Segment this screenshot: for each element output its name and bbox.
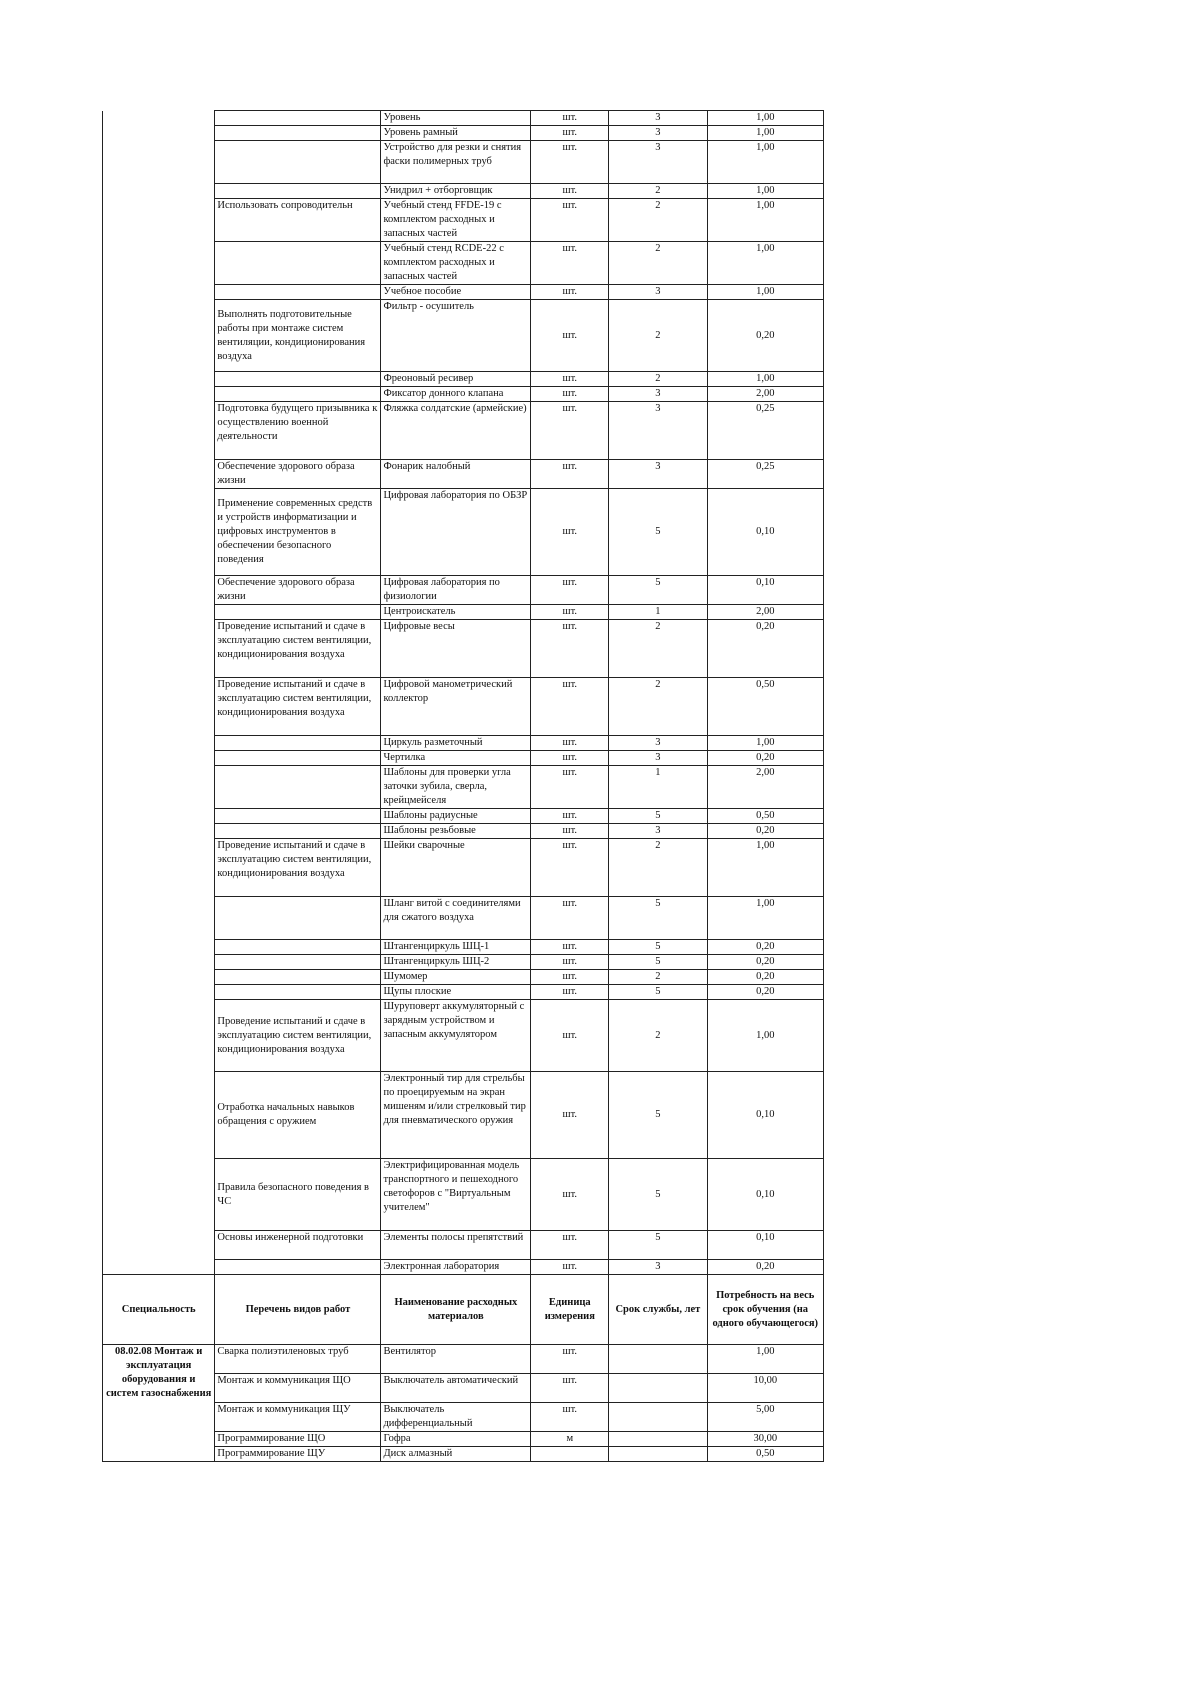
material-cell: Чертилка bbox=[381, 751, 531, 766]
material-cell: Учебный стенд RCDE-22 с комплектом расходных и запасных частей bbox=[381, 242, 531, 285]
unit-cell: шт. bbox=[531, 839, 609, 897]
header-life: Срок службы, лет bbox=[609, 1275, 707, 1345]
table-row bbox=[103, 111, 824, 126]
need-cell: 0,10 bbox=[707, 1159, 824, 1231]
header-materials: Наименование расходных материалов bbox=[381, 1275, 531, 1345]
work-cell bbox=[215, 126, 381, 141]
header-need: Потребность на весь срок обучения (на одного обучающегося) bbox=[707, 1275, 824, 1345]
work-cell bbox=[215, 141, 381, 184]
work-cell bbox=[215, 897, 381, 940]
need-cell: 2,00 bbox=[707, 387, 824, 402]
work-cell: Выполнять подготовительные работы при монтаже систем вентиляции, кондиционирования воздуха bbox=[215, 300, 381, 372]
need-cell: 0,25 bbox=[707, 402, 824, 460]
life-cell: 3 bbox=[609, 402, 707, 460]
need-cell: 1,00 bbox=[707, 839, 824, 897]
life-cell: 2 bbox=[609, 678, 707, 736]
work-cell: Программирование ЩО bbox=[215, 1432, 381, 1447]
material-cell: Штангенциркуль ШЦ-2 bbox=[381, 955, 531, 970]
material-cell: Электрифицированная модель транспортного и пешеходного светофоров с "Виртуальным учителем" bbox=[381, 1159, 531, 1231]
material-cell: Циркуль разметочный bbox=[381, 736, 531, 751]
need-cell: 0,20 bbox=[707, 751, 824, 766]
life-cell: 3 bbox=[609, 285, 707, 300]
life-cell: 5 bbox=[609, 940, 707, 955]
need-cell: 0,50 bbox=[707, 678, 824, 736]
work-cell: Сварка полиэтиленовых труб bbox=[215, 1345, 381, 1374]
life-cell: 2 bbox=[609, 242, 707, 285]
material-cell: Фиксатор донного клапана bbox=[381, 387, 531, 402]
unit-cell: шт. bbox=[531, 824, 609, 839]
need-cell: 0,10 bbox=[707, 576, 824, 605]
need-cell: 1,00 bbox=[707, 897, 824, 940]
life-cell: 3 bbox=[609, 1260, 707, 1275]
need-cell: 1,00 bbox=[707, 372, 824, 387]
unit-cell: шт. bbox=[531, 1159, 609, 1231]
unit-cell: шт. bbox=[531, 809, 609, 824]
life-cell: 5 bbox=[609, 1072, 707, 1159]
work-cell bbox=[215, 970, 381, 985]
material-cell: Цифровой манометрический коллектор bbox=[381, 678, 531, 736]
life-cell: 3 bbox=[609, 111, 707, 126]
life-cell: 2 bbox=[609, 620, 707, 678]
work-cell: Отработка начальных навыков обращения с оружием bbox=[215, 1072, 381, 1159]
need-cell: 0,25 bbox=[707, 460, 824, 489]
unit-cell: шт. bbox=[531, 1345, 609, 1374]
life-cell: 3 bbox=[609, 387, 707, 402]
life-cell: 5 bbox=[609, 489, 707, 576]
material-cell: Уровень bbox=[381, 111, 531, 126]
unit-cell: шт. bbox=[531, 736, 609, 751]
table-row bbox=[103, 1345, 824, 1374]
life-cell: 5 bbox=[609, 809, 707, 824]
unit-cell: шт. bbox=[531, 372, 609, 387]
life-cell: 2 bbox=[609, 199, 707, 242]
need-cell: 0,20 bbox=[707, 620, 824, 678]
life-cell bbox=[609, 1447, 707, 1462]
material-cell: Шумомер bbox=[381, 970, 531, 985]
work-cell bbox=[215, 985, 381, 1000]
need-cell: 0,20 bbox=[707, 1260, 824, 1275]
specialty-cell: 08.02.08 Монтаж и эксплуатация оборудования и систем газоснабжения bbox=[103, 1345, 215, 1462]
material-cell: Шаблоны для проверки угла заточки зубила, сверла, крейцмейселя bbox=[381, 766, 531, 809]
material-cell: Учебный стенд FFDE-19 с комплектом расходных и запасных частей bbox=[381, 199, 531, 242]
header-row bbox=[103, 1275, 824, 1345]
work-cell bbox=[215, 184, 381, 199]
material-cell: Вентилятор bbox=[381, 1345, 531, 1374]
unit-cell: шт. bbox=[531, 199, 609, 242]
work-cell bbox=[215, 736, 381, 751]
work-cell: Правила безопасного поведения в ЧС bbox=[215, 1159, 381, 1231]
unit-cell: шт. bbox=[531, 1403, 609, 1432]
material-cell: Выключатель дифференциальный bbox=[381, 1403, 531, 1432]
unit-cell: шт. bbox=[531, 897, 609, 940]
work-cell: Проведение испытаний и сдаче в эксплуатацию систем вентиляции, кондиционирования воздуха bbox=[215, 839, 381, 897]
header-specialty: Специальность bbox=[103, 1275, 215, 1345]
material-cell: Выключатель автоматический bbox=[381, 1374, 531, 1403]
life-cell: 1 bbox=[609, 605, 707, 620]
need-cell: 1,00 bbox=[707, 184, 824, 199]
need-cell: 0,50 bbox=[707, 809, 824, 824]
unit-cell: шт. bbox=[531, 766, 609, 809]
work-cell bbox=[215, 285, 381, 300]
material-cell: Электронная лаборатория bbox=[381, 1260, 531, 1275]
unit-cell: шт. bbox=[531, 285, 609, 300]
need-cell: 10,00 bbox=[707, 1374, 824, 1403]
need-cell: 2,00 bbox=[707, 605, 824, 620]
unit-cell: шт. bbox=[531, 1000, 609, 1072]
unit-cell: шт. bbox=[531, 678, 609, 736]
material-cell: Фонарик налобный bbox=[381, 460, 531, 489]
unit-cell: шт. bbox=[531, 985, 609, 1000]
need-cell: 5,00 bbox=[707, 1403, 824, 1432]
work-cell bbox=[215, 605, 381, 620]
need-cell: 0,50 bbox=[707, 1447, 824, 1462]
life-cell: 2 bbox=[609, 839, 707, 897]
material-cell: Шаблоны резьбовые bbox=[381, 824, 531, 839]
unit-cell: шт. bbox=[531, 620, 609, 678]
unit-cell: шт. bbox=[531, 242, 609, 285]
work-cell bbox=[215, 111, 381, 126]
work-cell bbox=[215, 387, 381, 402]
unit-cell: шт. bbox=[531, 300, 609, 372]
header-works: Перечень видов работ bbox=[215, 1275, 381, 1345]
work-cell: Монтаж и коммуникация ЩУ bbox=[215, 1403, 381, 1432]
unit-cell: шт. bbox=[531, 940, 609, 955]
material-cell: Шаблоны радиусные bbox=[381, 809, 531, 824]
material-cell: Уровень рамный bbox=[381, 126, 531, 141]
need-cell: 1,00 bbox=[707, 199, 824, 242]
need-cell: 1,00 bbox=[707, 285, 824, 300]
material-cell: Диск алмазный bbox=[381, 1447, 531, 1462]
need-cell: 0,10 bbox=[707, 489, 824, 576]
material-cell: Учебное пособие bbox=[381, 285, 531, 300]
table-header bbox=[103, 1275, 824, 1345]
unit-cell: шт. bbox=[531, 955, 609, 970]
life-cell: 5 bbox=[609, 1159, 707, 1231]
need-cell: 0,10 bbox=[707, 1231, 824, 1260]
life-cell bbox=[609, 1345, 707, 1374]
life-cell: 2 bbox=[609, 300, 707, 372]
material-cell: Цифровые весы bbox=[381, 620, 531, 678]
unit-cell: шт. bbox=[531, 605, 609, 620]
work-cell: Применение современных средств и устройств информатизации и цифровых инструментов в обеспечении безопасного поведения bbox=[215, 489, 381, 576]
material-cell: Устройство для резки и снятия фаски полимерных труб bbox=[381, 141, 531, 184]
work-cell bbox=[215, 824, 381, 839]
work-cell bbox=[215, 242, 381, 285]
work-cell: Проведение испытаний и сдаче в эксплуатацию систем вентиляции, кондиционирования воздуха bbox=[215, 1000, 381, 1072]
life-cell: 2 bbox=[609, 1000, 707, 1072]
life-cell: 5 bbox=[609, 576, 707, 605]
need-cell: 1,00 bbox=[707, 111, 824, 126]
life-cell: 3 bbox=[609, 736, 707, 751]
life-cell bbox=[609, 1374, 707, 1403]
material-cell: Электронный тир для стрельбы по проецируемым на экран мишеням и/или стрелковый тир для пневматического оружия bbox=[381, 1072, 531, 1159]
work-cell bbox=[215, 372, 381, 387]
life-cell: 5 bbox=[609, 985, 707, 1000]
life-cell: 2 bbox=[609, 184, 707, 199]
life-cell bbox=[609, 1403, 707, 1432]
unit-cell: шт. bbox=[531, 576, 609, 605]
life-cell: 2 bbox=[609, 372, 707, 387]
need-cell: 1,00 bbox=[707, 736, 824, 751]
need-cell: 1,00 bbox=[707, 242, 824, 285]
life-cell: 5 bbox=[609, 955, 707, 970]
material-cell: Цифровая лаборатория по физиологии bbox=[381, 576, 531, 605]
unit-cell: шт. bbox=[531, 970, 609, 985]
life-cell: 3 bbox=[609, 141, 707, 184]
material-cell: Шуруповерт аккумуляторный с зарядным устройством и запасным аккумулятором bbox=[381, 1000, 531, 1072]
life-cell: 3 bbox=[609, 824, 707, 839]
need-cell: 1,00 bbox=[707, 1345, 824, 1374]
life-cell: 3 bbox=[609, 751, 707, 766]
unit-cell: шт. bbox=[531, 387, 609, 402]
material-cell: Цифровая лаборатория по ОБЗР bbox=[381, 489, 531, 576]
material-cell: Фильтр - осушитель bbox=[381, 300, 531, 372]
header-unit: Единица измерения bbox=[531, 1275, 609, 1345]
material-cell: Центроискатель bbox=[381, 605, 531, 620]
material-cell: Фляжка солдатские (армейские) bbox=[381, 402, 531, 460]
need-cell: 0,20 bbox=[707, 300, 824, 372]
work-cell: Основы инженерной подготовки bbox=[215, 1231, 381, 1260]
work-cell bbox=[215, 809, 381, 824]
unit-cell: шт. bbox=[531, 184, 609, 199]
material-cell: Шланг витой с соединителями для сжатого воздуха bbox=[381, 897, 531, 940]
life-cell: 3 bbox=[609, 126, 707, 141]
need-cell: 1,00 bbox=[707, 141, 824, 184]
upper-table-body bbox=[103, 111, 824, 1275]
need-cell: 0,10 bbox=[707, 1072, 824, 1159]
lower-table-body bbox=[103, 1345, 824, 1462]
specialty-cell-empty bbox=[103, 111, 215, 1275]
material-cell: Гофра bbox=[381, 1432, 531, 1447]
document-sheet bbox=[102, 110, 824, 1462]
work-cell: Проведение испытаний и сдаче в эксплуатацию систем вентиляции, кондиционирования воздуха bbox=[215, 678, 381, 736]
need-cell: 0,20 bbox=[707, 985, 824, 1000]
need-cell: 2,00 bbox=[707, 766, 824, 809]
work-cell: Монтаж и коммуникация ЩО bbox=[215, 1374, 381, 1403]
work-cell bbox=[215, 940, 381, 955]
life-cell: 3 bbox=[609, 460, 707, 489]
material-cell: Штангенциркуль ШЦ-1 bbox=[381, 940, 531, 955]
work-cell: Проведение испытаний и сдаче в эксплуатацию систем вентиляции, кондиционирования воздуха bbox=[215, 620, 381, 678]
need-cell: 0,20 bbox=[707, 824, 824, 839]
unit-cell: шт. bbox=[531, 460, 609, 489]
need-cell: 0,20 bbox=[707, 955, 824, 970]
work-cell: Программирование ЩУ bbox=[215, 1447, 381, 1462]
work-cell: Подготовка будущего призывника к осуществлению военной деятельности bbox=[215, 402, 381, 460]
material-cell: Щупы плоские bbox=[381, 985, 531, 1000]
work-cell: Обеспечение здорового образа жизни bbox=[215, 576, 381, 605]
material-cell: Шейки сварочные bbox=[381, 839, 531, 897]
unit-cell: шт. bbox=[531, 1072, 609, 1159]
work-cell bbox=[215, 955, 381, 970]
unit-cell: шт. bbox=[531, 1374, 609, 1403]
life-cell: 1 bbox=[609, 766, 707, 809]
life-cell: 5 bbox=[609, 897, 707, 940]
life-cell: 5 bbox=[609, 1231, 707, 1260]
life-cell: 2 bbox=[609, 970, 707, 985]
life-cell bbox=[609, 1432, 707, 1447]
unit-cell: м bbox=[531, 1432, 609, 1447]
unit-cell bbox=[531, 1447, 609, 1462]
unit-cell: шт. bbox=[531, 126, 609, 141]
material-cell: Унидрил + отборговщик bbox=[381, 184, 531, 199]
work-cell bbox=[215, 766, 381, 809]
need-cell: 30,00 bbox=[707, 1432, 824, 1447]
unit-cell: шт. bbox=[531, 1231, 609, 1260]
need-cell: 1,00 bbox=[707, 1000, 824, 1072]
work-cell bbox=[215, 751, 381, 766]
unit-cell: шт. bbox=[531, 1260, 609, 1275]
need-cell: 1,00 bbox=[707, 126, 824, 141]
need-cell: 0,20 bbox=[707, 970, 824, 985]
unit-cell: шт. bbox=[531, 402, 609, 460]
unit-cell: шт. bbox=[531, 489, 609, 576]
unit-cell: шт. bbox=[531, 111, 609, 126]
work-cell: Использовать сопроводительн bbox=[215, 199, 381, 242]
unit-cell: шт. bbox=[531, 751, 609, 766]
unit-cell: шт. bbox=[531, 141, 609, 184]
material-cell: Фреоновый ресивер bbox=[381, 372, 531, 387]
work-cell bbox=[215, 1260, 381, 1275]
materials-table bbox=[102, 110, 824, 1462]
work-cell: Обеспечение здорового образа жизни bbox=[215, 460, 381, 489]
need-cell: 0,20 bbox=[707, 940, 824, 955]
material-cell: Элементы полосы препятствий bbox=[381, 1231, 531, 1260]
